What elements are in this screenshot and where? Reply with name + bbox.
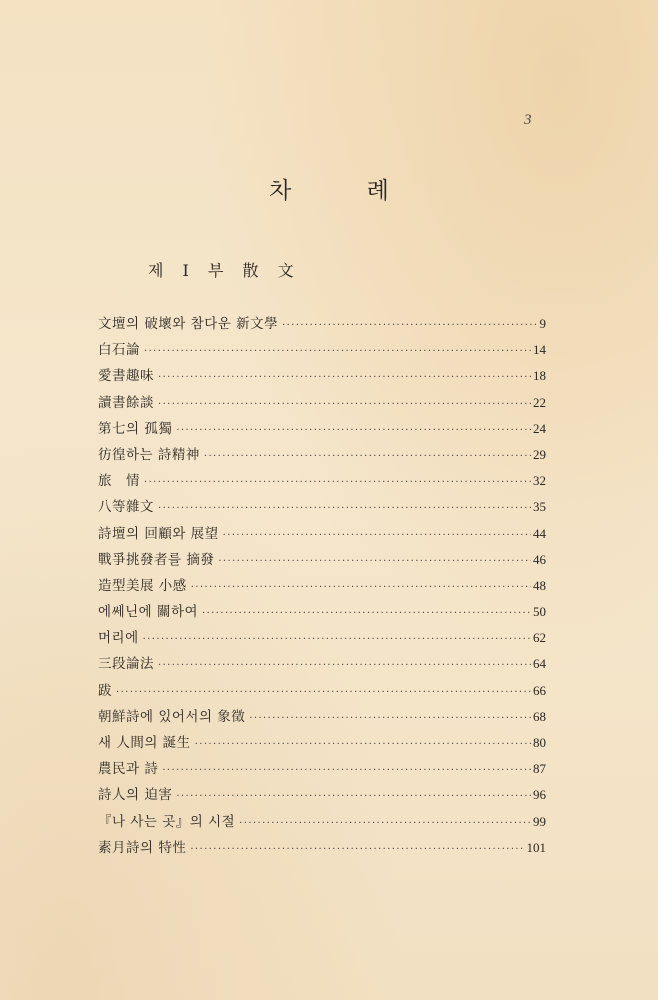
toc-entry-page: 87 bbox=[533, 761, 546, 777]
toc-leader bbox=[249, 706, 531, 732]
toc-leader bbox=[144, 339, 531, 365]
toc-entry[interactable] bbox=[98, 730, 546, 756]
toc-entry[interactable] bbox=[98, 756, 546, 782]
toc-entry-page: 35 bbox=[533, 499, 546, 515]
toc-leader bbox=[190, 837, 524, 863]
toc-entry[interactable] bbox=[98, 337, 546, 363]
toc-entry[interactable] bbox=[98, 573, 546, 599]
toc-entry[interactable] bbox=[98, 311, 546, 337]
toc-entry[interactable] bbox=[98, 625, 546, 651]
toc-entry-title: 『나 사는 곳』의 시절 bbox=[98, 813, 236, 830]
toc-entry-page: 46 bbox=[533, 551, 546, 567]
toc-entry-title: 愛書趣味 bbox=[98, 368, 154, 385]
toc-entry[interactable] bbox=[98, 521, 546, 547]
toc-entry-title: 에쎄닌에 關하여 bbox=[98, 604, 199, 621]
toc-entry-page: 66 bbox=[533, 682, 546, 698]
toc-leader bbox=[162, 758, 531, 784]
toc-entry[interactable] bbox=[98, 678, 546, 704]
toc-entry-page: 9 bbox=[539, 316, 546, 331]
toc-entry-page: 62 bbox=[533, 630, 546, 646]
toc-entry-title: 文壇의 破壞와 참다운 新文學 bbox=[98, 316, 279, 332]
toc-leader bbox=[176, 784, 531, 810]
toc-entry-title: 朝鮮詩에 있어서의 象徵 bbox=[98, 708, 246, 725]
toc-entry-title: 農民과 詩 bbox=[98, 761, 159, 778]
toc-entry-page: 22 bbox=[533, 394, 546, 410]
toc-entry-title: 머리에 bbox=[98, 630, 139, 647]
toc-entry[interactable] bbox=[98, 782, 546, 808]
toc-entry-page: 14 bbox=[533, 342, 546, 358]
toc-entry[interactable] bbox=[98, 809, 546, 835]
toc-entry-title: 三段論法 bbox=[98, 656, 154, 673]
toc-entry[interactable] bbox=[98, 651, 546, 677]
toc-entry-page: 101 bbox=[526, 839, 546, 855]
toc-entry-page: 99 bbox=[533, 813, 546, 829]
toc-entry-page: 50 bbox=[533, 604, 546, 620]
toc-entry[interactable] bbox=[98, 547, 546, 573]
toc-entry-title: 跋 bbox=[98, 682, 112, 699]
toc-leader bbox=[144, 470, 531, 496]
toc-leader bbox=[158, 365, 531, 391]
toc-leader bbox=[116, 680, 531, 706]
toc-leader bbox=[176, 418, 531, 444]
toc-leader bbox=[223, 523, 531, 549]
toc-entry-page: 48 bbox=[533, 577, 546, 593]
toc-entry-title: 詩壇의 回顧와 展望 bbox=[98, 525, 219, 542]
toc-entry-title: 詩人의 迫害 bbox=[98, 787, 173, 804]
toc-entry-title: 새 人間의 誕生 bbox=[98, 735, 191, 751]
toc-entry-page: 29 bbox=[533, 446, 546, 462]
toc-entry[interactable] bbox=[98, 442, 546, 468]
toc-leader bbox=[239, 811, 531, 837]
toc-entry-title: 素月詩의 特性 bbox=[98, 839, 187, 856]
toc-entry-title: 八等雜文 bbox=[98, 499, 154, 516]
toc-entry-page: 44 bbox=[533, 525, 546, 541]
toc-entry[interactable] bbox=[98, 390, 546, 416]
toc-entry-page: 24 bbox=[533, 420, 546, 436]
page-title: 차 례 bbox=[269, 178, 423, 204]
toc-entry-title: 造型美展 小感 bbox=[98, 577, 187, 594]
toc-leader bbox=[191, 575, 531, 601]
toc-entry-page: 80 bbox=[533, 735, 546, 750]
toc-entry-title: 白石論 bbox=[98, 342, 140, 359]
toc-leader bbox=[218, 549, 531, 575]
table-of-contents bbox=[98, 311, 546, 861]
toc-entry-page: 32 bbox=[533, 473, 546, 489]
toc-entry-title: 第七의 孤獨 bbox=[98, 420, 173, 437]
toc-leader bbox=[158, 392, 531, 418]
section-heading: 제 I 부 散 文 bbox=[148, 261, 298, 280]
toc-leader bbox=[282, 313, 537, 339]
toc-entry-page: 96 bbox=[533, 787, 546, 803]
toc-entry-page: 18 bbox=[533, 368, 546, 384]
toc-entry-title: 彷徨하는 詩精神 bbox=[98, 446, 200, 463]
page-number: 3 bbox=[524, 112, 532, 128]
toc-entry[interactable] bbox=[98, 416, 546, 442]
toc-leader bbox=[204, 444, 531, 470]
toc-entry[interactable] bbox=[98, 468, 546, 494]
toc-entry-title: 旅 情 bbox=[98, 473, 140, 490]
toc-entry[interactable] bbox=[98, 599, 546, 625]
toc-entry-title: 讀書餘談 bbox=[98, 394, 154, 411]
toc-leader bbox=[202, 601, 531, 627]
toc-entry-page: 68 bbox=[533, 708, 546, 724]
toc-entry[interactable] bbox=[98, 363, 546, 389]
toc-entry[interactable] bbox=[98, 704, 546, 730]
toc-leader bbox=[195, 732, 531, 758]
toc-entry-page: 64 bbox=[533, 656, 546, 672]
toc-entry[interactable] bbox=[98, 494, 546, 520]
toc-entry-title: 戰爭挑發者를 摘發 bbox=[98, 551, 215, 568]
toc-leader bbox=[143, 627, 531, 653]
toc-leader bbox=[158, 496, 531, 522]
toc-leader bbox=[158, 653, 531, 679]
toc-entry[interactable] bbox=[98, 835, 546, 861]
